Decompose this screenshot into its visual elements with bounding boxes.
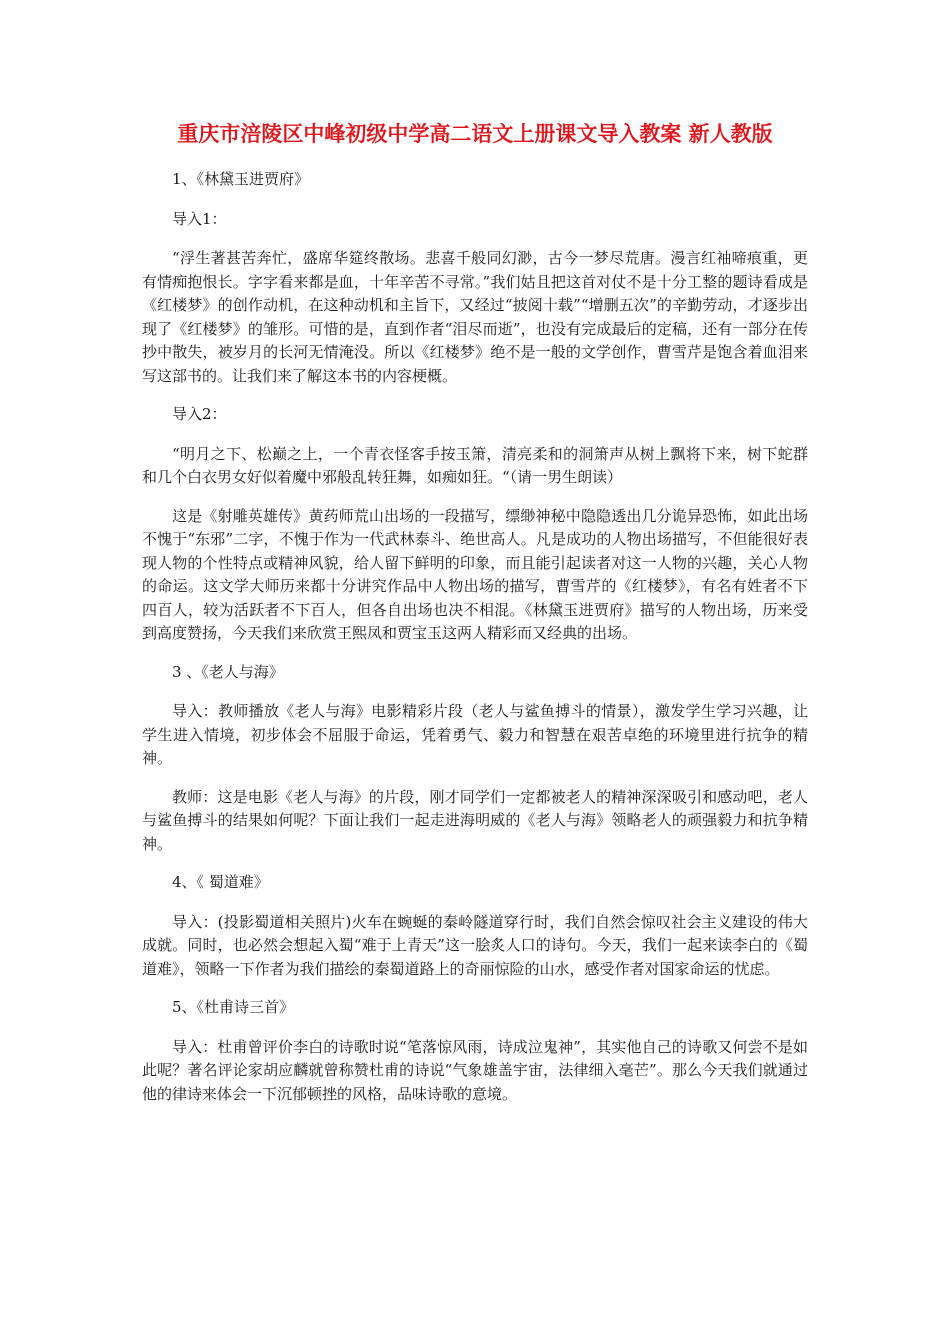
intro-1-paragraph: “浮生著甚苦奔忙，盛席华筵终散场。悲喜千般同幻渺，古今一梦尽荒唐。漫言红袖啼痕重，更有情痴抱恨长。字字看来都是血，十年辛苦不寻常。”我们姑且把这首对仗不是十分工整的题诗看成是《红楼梦》的创作动机，在这种动机和主旨下，又经过“披阅十载”“增删五次”的辛勤劳动，才逐步出现了《红楼梦》的雏形。可惜的是，直到作者“泪尽而逝”，也没有完成最后的定稿，还有一部分在传抄中散失，被岁月的长河无情淹没。所以《红楼梦》绝不是一般的文学创作，曹雪芹是饱含着血泪来写这部书的。让我们来了解这本书的内容梗概。 (142, 249, 808, 385)
document-body (142, 168, 808, 1106)
section-4-heading: 4、《 蜀道难》 (172, 873, 269, 891)
intro-2-label: 导入2： (172, 405, 227, 423)
section-4-intro: 导入：(投影蜀道相关照片)火车在蜿蜒的秦岭隧道穿行时，我们自然会惊叹社会主义建设的伟大成就。同时，也必然会想起入蜀“难于上青天”这一脍炙人口的诗句。今天，我们一起来读李白的《蜀道难》，领略一下作者为我们描绘的秦蜀道路上的奇丽惊险的山水，感受作者对国家命运的忧虑。 (142, 912, 808, 978)
section-3-intro: 导入：教师播放《老人与海》电影精彩片段（老人与鲨鱼搏斗的情景），激发学生学习兴趣，让学生进入情境，初步体会不屈服于命运，凭着勇气、毅力和智慧在艰苦卓绝的环境里进行抗争的精神。 (142, 702, 808, 767)
section-5-heading: 5、《杜甫诗三首》 (172, 998, 295, 1016)
document-page (142, 120, 808, 1121)
section-5-intro: 导入：杜甫曾评价李白的诗歌时说“笔落惊风雨，诗成泣鬼神”，其实他自己的诗歌又何尝不是如此呢？著名评论家胡应麟就曾称赞杜甫的诗说“气象雄盖宇宙，法律细入毫芒”。那么今天我们就通过他的律诗来体会一下沉郁顿挫的风格，品味诗歌的意境。 (142, 1037, 808, 1103)
intro-1-label: 导入1： (172, 209, 227, 228)
section-3-teacher: 教师：这是电影《老人与海》的片段，刚才同学们一定都被老人的精神深深吸引和感动吧，老人与鲨鱼搏斗的结果如何呢？下面让我们一起走进海明威的《老人与海》领略老人的顽强毅力和抗争精神。 (142, 787, 808, 853)
section-3-heading: 3 、《老人与海》 (172, 662, 284, 681)
section-1-heading: 1、《林黛玉进贾府》 (172, 170, 310, 188)
intro-2-paragraph: 这是《射雕英雄传》黄药师荒山出场的一段描写，缥缈神秘中隐隐透出几分诡异恐怖，如此出场不愧于“东邪”二字，不愧于作为一代武林泰斗、绝世高人。凡是成功的人物出场描写，不但能很好表现人物的个性特点或精神风貌，给人留下鲜明的印象，而且能引起读者对这一人物的兴趣，关心人物的命运。这文学大师历来都十分讲究作品中人物出场的描写，曹雪芹的《红楼梦》，有名有姓者不下四百人，较为活跃者不下百人，但各自出场也决不相混。《林黛玉进贾府》描写的人物出场，历来受到高度赞扬，今天我们来欣赏王熙凤和贾宝玉这两人精彩而又经典的出场。 (142, 506, 808, 642)
intro-2-quote: “明月之下、松巅之上，一个青衣怪客手按玉箫，清亮柔和的洞箫声从树上飘将下来，树下蛇群和几个白衣男女好似着魔中邪般乱转狂舞，如痴如狂。“（请一男生朗读） (142, 444, 808, 486)
document-title: 重庆市涪陵区中峰初级中学高二语文上册课文导入教案 新人教版 (177, 122, 773, 146)
